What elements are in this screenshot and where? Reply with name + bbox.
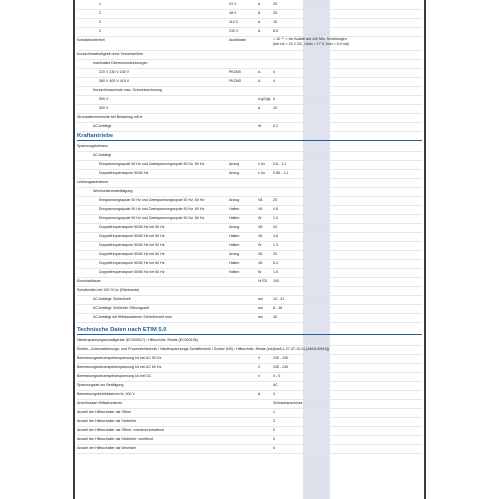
- cell-unit: Anzug: [229, 171, 240, 175]
- cell-extra: 0: [273, 446, 275, 450]
- cell-label: Spannungsart zur Betätigung: [77, 383, 124, 387]
- cell-extra: 1.3: [273, 243, 278, 247]
- cell-extra: 40: [273, 315, 277, 319]
- cell-val: VA: [258, 198, 263, 202]
- cell-extra: 0.85 - 1.1: [273, 171, 289, 175]
- cell-extra: 25: [273, 11, 277, 15]
- cell-label: Stromwärmeverluste bei Belastung mit Ie: [77, 115, 143, 119]
- cell-label: Leistungsaufnahme: [77, 180, 109, 184]
- cell-extra: 25: [273, 2, 277, 6]
- cell-unit: Anzug: [229, 162, 240, 166]
- cell-label: AC-betätigt: Schließer Öffnungszeit: [93, 306, 150, 310]
- cell-extra: 5.4: [273, 261, 278, 265]
- cell-label: 3: [99, 29, 101, 33]
- cell-label: Anzahl der Hilfsschalter als Öffner, voreilend schaltend: [77, 428, 165, 432]
- cell-extra: 0 - 0: [273, 374, 281, 378]
- cell-label: Bemessungssteuerspeisespannung Us bei DC: [77, 374, 152, 378]
- table-row: [77, 444, 422, 454]
- cell-val: VA: [258, 252, 263, 256]
- page-border-right: [424, 0, 426, 499]
- cell-extra: 4.6: [273, 207, 278, 211]
- cell-unit: 110 V: [229, 20, 239, 24]
- cell-label: Anschlussart Hilfsstromkreis: [77, 401, 123, 405]
- cell-extra: Schraubanschluss: [273, 401, 303, 405]
- cell-label: Doppelfrequenzspule 50/60 Hz bei 60 Hz: [99, 252, 165, 256]
- cell-extra: 24: [273, 225, 277, 229]
- cell-value: < 10⁻⁸, < ein Ausfall auf 100 Mio. Schaltungen: [273, 37, 347, 41]
- cell-label: Einspannungsspule 50 Hz und Zweispannungsspule 50 Hz, 60 Hz: [99, 198, 205, 202]
- cell-label: Doppelfrequenzspule 50/60 Hz: [99, 171, 149, 175]
- cell-label: AC-betätigt mit Hilfsbausteinen Schließerzeit max.: [93, 315, 173, 319]
- cell-val: A: [258, 20, 261, 24]
- cell-val: ms: [258, 315, 263, 319]
- cell-extra: 4.6: [273, 234, 278, 238]
- cell-unit: Anzug: [229, 198, 240, 202]
- cell-extra: 230 - 230: [273, 356, 289, 360]
- cell-extra: 1.3: [273, 216, 278, 220]
- cell-val: x Uc: [258, 171, 266, 175]
- cell-label: AC-betätigt: [93, 153, 111, 157]
- cell-unit: Anzug: [229, 225, 240, 229]
- cell-label: Anzahl der Hilfsschalter als Wechsler: [77, 446, 137, 450]
- cell-val: W: [258, 270, 262, 274]
- cell-val: VA: [258, 225, 263, 229]
- cell-val: ms: [258, 306, 263, 310]
- cell-val: W: [258, 243, 262, 247]
- cell-label: Einschaltdauer: [77, 279, 101, 283]
- cell-val: A gG/gL: [258, 97, 271, 101]
- cell-extra: 8.5: [273, 29, 278, 33]
- cell-extra: 0.8 - 1.1: [273, 162, 287, 166]
- cell-label: Einspannungsspule 50 Hz und Zweispannungsspule 50 Hz, 60 Hz: [99, 207, 205, 211]
- page-border-left: [73, 0, 75, 499]
- cell-extra: 4: [273, 70, 275, 74]
- cell-unit: Halten: [229, 261, 240, 265]
- cell-label: Bemessungssteuerspeisespannung Us bei AC 50 Hz: [77, 356, 162, 360]
- cell-extra: 1: [273, 410, 275, 414]
- cell-unit: Halten: [229, 243, 240, 247]
- cell-unit: Halten: [229, 270, 240, 274]
- cell-label: Anzahl der Hilfsschalter als Schließer: [77, 419, 137, 423]
- table-row: [77, 313, 422, 323]
- cell-cond: Ausfallrate: [229, 38, 246, 42]
- cell-label: AC-betätigt: [93, 124, 111, 128]
- cell-unit: Halten: [229, 234, 240, 238]
- cell-label: 500 V: [99, 97, 109, 101]
- cell-label: Schaltzeiten bei 100 % Uc (Richtwerte): [77, 288, 140, 292]
- cell-label: Einspannungsspule 50 Hz und Zweispannungsspule 50 Hz, 60 Hz: [99, 216, 205, 220]
- cell-label: 500 V: [99, 106, 109, 110]
- cell-label: 2: [99, 11, 101, 15]
- cell-extra: AC: [273, 383, 278, 387]
- cell-unit: Halten: [229, 207, 240, 211]
- cell-unit: 24 V: [229, 2, 237, 6]
- cell-extra: 4: [273, 392, 275, 396]
- cell-val: VA: [258, 207, 263, 211]
- cell-label: Kurzschlussschutz max. Schmelzsicherung: [93, 88, 162, 92]
- cell-label: 1: [99, 2, 101, 6]
- table-row: [77, 36, 422, 51]
- cell-value-note: (bei Ue = 24 V DC, Umin = 17 V, Imin = 5.4 mA): [273, 42, 350, 46]
- cell-val: A: [258, 11, 261, 15]
- cell-unit: 230 V: [229, 29, 239, 33]
- cell-label: Elektro-, Automatisierungs- und Prozessleittechnik / Niederspannungs-Schalttechnik / Schütz (NS) / Hilfsschütz, Relais (ecl@ss8.1-27-37-10-01 [AKN100910]): [77, 347, 329, 351]
- cell-label: Spannungstoleranz: [77, 144, 108, 148]
- cell-val: A: [258, 29, 261, 33]
- section-rule: [77, 140, 422, 141]
- cell-label: Bemessungsbetriebsstrom Ie, 400 V: [77, 392, 135, 396]
- cell-unit: Halten: [229, 216, 240, 220]
- cell-val: VA: [258, 261, 263, 265]
- cell-label: Anzahl der Hilfsschalter als Schließer, voreilend: [77, 437, 153, 441]
- cell-unit: 48 V: [229, 11, 237, 15]
- cell-val: % ED: [258, 279, 268, 283]
- cell-label: Einspannungsspule 50 Hz und Zweispannungsspule 50 Hz, 60 Hz: [99, 162, 205, 166]
- cell-val: V: [258, 374, 261, 378]
- cell-label: 3: [99, 20, 101, 24]
- cell-unit: PKZM0: [229, 70, 241, 74]
- cell-extra: 0: [273, 428, 275, 432]
- cell-label: maximales Überstromschutzorgan: [93, 61, 148, 65]
- cell-val: A: [258, 392, 261, 396]
- cell-label: AC-betätigt: Schließzeit: [93, 297, 131, 301]
- cell-extra: 4: [273, 79, 275, 83]
- cell-label: Wechselstrombetätigung: [93, 189, 133, 193]
- datasheet-page: [77, 0, 422, 499]
- cell-val: A: [258, 70, 261, 74]
- cell-extra: 240 - 240: [273, 365, 289, 369]
- cell-extra: 6: [273, 97, 275, 101]
- cell-unit: PKZM0: [229, 79, 241, 83]
- cell-val: W: [258, 124, 262, 128]
- cell-label: Doppelfrequenzspule 50/60 Hz bei 50 Hz: [99, 234, 165, 238]
- cell-label: Niederspannungsschaltgeräte (EC000017) / Hilfsschütz, Relais (EC000196): [77, 338, 198, 342]
- section-rule: [77, 334, 422, 335]
- cell-extra: 0.2: [273, 124, 278, 128]
- cell-val: A: [258, 79, 261, 83]
- cell-extra: 3: [273, 419, 275, 423]
- section-heading-kraftantriebe: Kraftantriebe: [77, 133, 114, 139]
- cell-label: Bemessungssteuerspeisespannung Us bei AC 60 Hz: [77, 365, 162, 369]
- cell-extra: 15: [273, 20, 277, 24]
- cell-val: A: [258, 106, 261, 110]
- cell-val: V: [258, 356, 261, 360]
- cell-extra: 25: [273, 198, 277, 202]
- cell-extra: 10: [273, 106, 277, 110]
- cell-extra: 100: [273, 279, 279, 283]
- cell-label: Anzahl der Hilfsschalter als Öffner: [77, 410, 132, 414]
- cell-extra: 29: [273, 252, 277, 256]
- cell-unit: Anzug: [229, 252, 240, 256]
- cell-val: W: [258, 216, 262, 220]
- cell-label: 220 V 230 V 240 V: [99, 70, 130, 74]
- cell-label: 380 V 400 V 415 V: [99, 79, 130, 83]
- cell-extra: 0: [273, 437, 275, 441]
- section-heading-etim: Technische Daten nach ETIM 5.0: [77, 327, 167, 333]
- cell-label: Doppelfrequenzspule 50/60 Hz bei 50 Hz: [99, 243, 165, 247]
- cell-extra: 8 - 18: [273, 306, 283, 310]
- cell-label: Doppelfrequenzspule 50/60 Hz bei 60 Hz: [99, 270, 165, 274]
- cell-label: Kurzschlussfestigkeit ohne Verschweißen: [77, 52, 144, 56]
- cell-extra: 1.5: [273, 270, 278, 274]
- cell-label: Doppelfrequenzspule 50/60 Hz bei 60 Hz: [99, 261, 165, 265]
- cell-label: Doppelfrequenzspule 50/60 Hz bei 50 Hz: [99, 225, 165, 229]
- cell-extra: 14 - 21: [273, 297, 285, 301]
- cell-val: VA: [258, 234, 263, 238]
- cell-val: V: [258, 365, 261, 369]
- cell-label: Kontaktsicherheit: [77, 38, 105, 42]
- cell-val: ms: [258, 297, 263, 301]
- cell-val: x Uc: [258, 162, 266, 166]
- table-row: [77, 122, 422, 132]
- cell-val: A: [258, 2, 261, 6]
